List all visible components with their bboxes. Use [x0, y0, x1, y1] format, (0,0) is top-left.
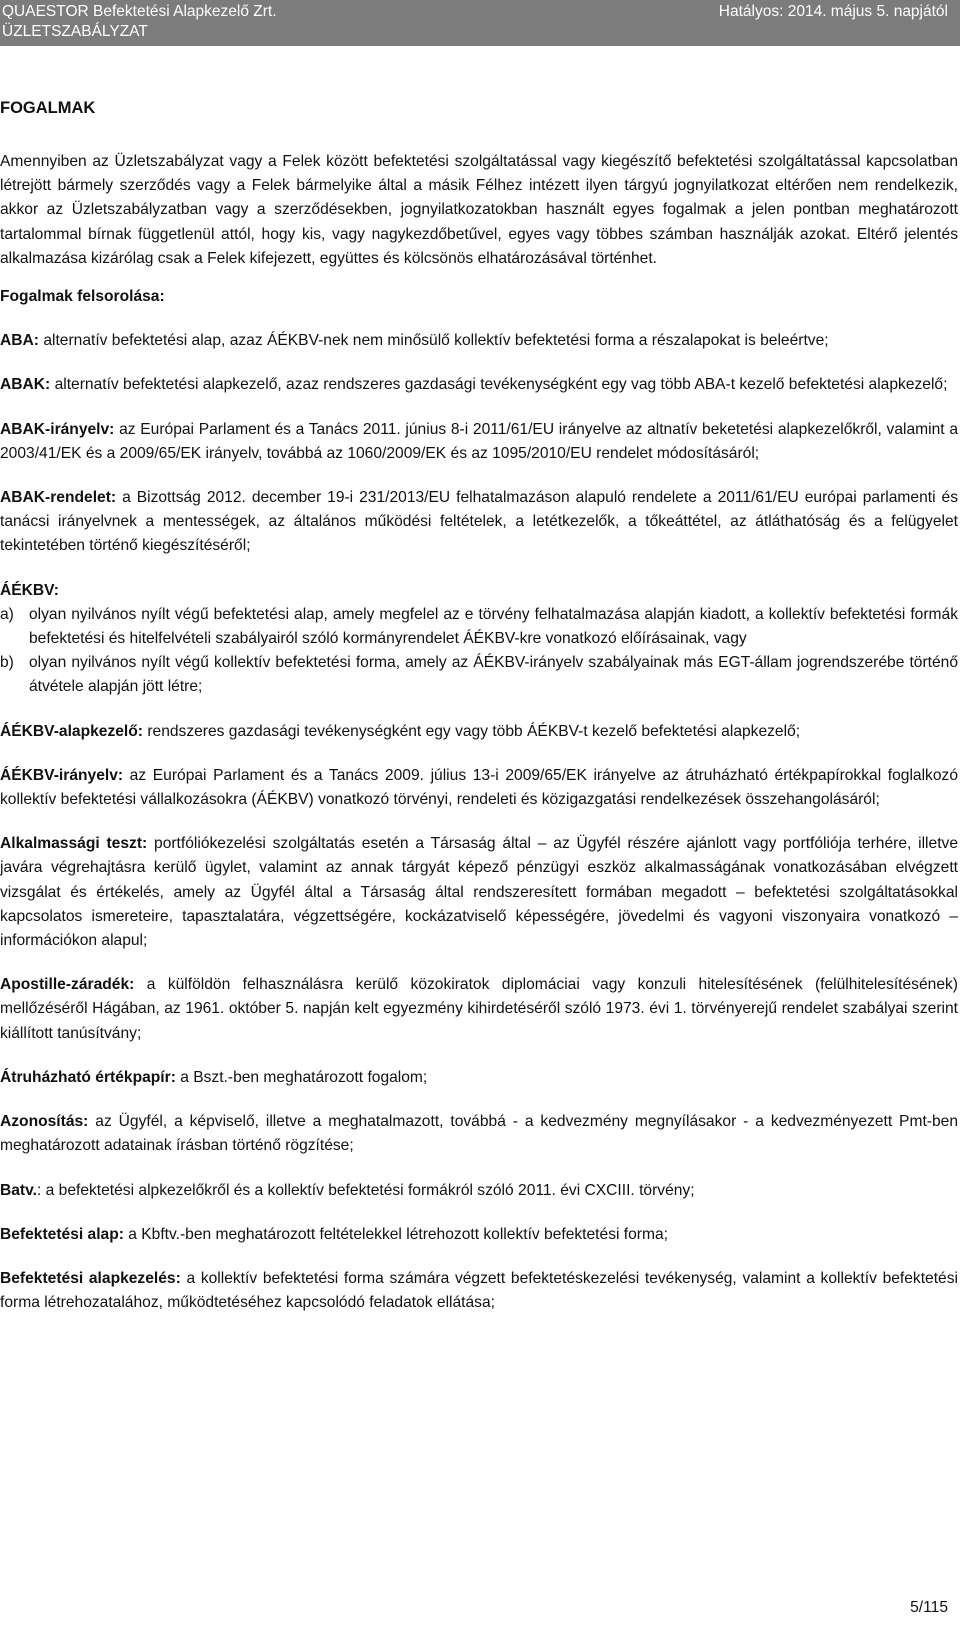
definition-apostille — [0, 973, 958, 1046]
list-item-text: olyan nyilvános nyílt végű befektetési alap, amely megfelel az e törvény felhatalmazása alapján kiadott, a kollektív befektetési formák befektetési és hitelfelvételi szabályairól szóló kormányrendelet ÁÉKBV-kre vonatkozó előírásainak, vagy — [29, 605, 958, 648]
definition-term: Alkalmassági teszt: — [0, 835, 148, 853]
definition-aekbv-alapkezelo — [0, 720, 958, 744]
definition-text: a Kbftv.-ben meghatározott feltételekkel létrehozott kollektív befektetési forma; — [123, 1225, 668, 1243]
aekbv-sub-list — [0, 603, 958, 700]
definition-befektetesi-alap — [0, 1223, 958, 1247]
definition-text: az Európai Parlament és a Tanács 2009. július 13-i 2009/65/EK irányelve az átruházható értékpapírokkal foglalkozó kollektív befektetési vállalkozásokra (ÁÉKBV) vonatkozó törvényi, rendeleti és közigazgatási rendelkezések összehangolásáról; — [0, 766, 958, 809]
definition-abak — [0, 373, 958, 397]
definition-text: rendszeres gazdasági tevékenységként egy vagy több ÁÉKBV-t kezelő befektetési alapkezelő; — [143, 722, 801, 740]
page-content — [0, 84, 958, 1315]
definition-term: ABAK-irányelv: — [0, 420, 115, 438]
definition-batv — [0, 1179, 958, 1203]
definition-aekbv-iranyelv — [0, 764, 958, 812]
definition-term: ÁÉKBV: — [0, 581, 59, 599]
page-header — [0, 0, 960, 46]
list-title: Fogalmak felsorolása: — [0, 288, 165, 306]
definition-aekbv — [0, 579, 958, 700]
list-item — [0, 651, 958, 699]
definition-alkalmassagi-teszt — [0, 832, 958, 953]
header-left — [2, 2, 277, 42]
definition-text: alternatív befektetési alap, azaz ÁÉKBV-nek nem minősülő kollektív befektetési forma a részalapokat is beleértve; — [38, 332, 829, 350]
definition-text: az Európai Parlament és a Tanács 2011. június 8-i 2011/61/EU irányelve az altnatív beketetési alapkezelőkről, valamint a 2003/41/EK és a 2009/65/EK irányelv, továbbá az 1060/2009/EK és az 1095/2010/EU rendelet módosításáról; — [0, 420, 958, 462]
definition-abak-iranyelv — [0, 418, 958, 466]
definition-text: a Bszt.-ben meghatározott fogalom; — [175, 1068, 428, 1086]
definition-text: a kollektív befektetési forma számára végzett befektetéskezelési tevékenység, valamint a kollektív befektetési forma létrehozatalához, működtetéséhez kapcsolódó feladatok ellátása; — [0, 1269, 958, 1312]
definition-azonositas — [0, 1110, 958, 1158]
definition-term: Apostille-záradék: — [0, 976, 135, 994]
definition-atruhazhato-ertekpapir — [0, 1066, 958, 1090]
definition-term: Befektetési alapkezelés: — [0, 1269, 181, 1287]
definition-term: Átruházható értékpapír: — [0, 1068, 176, 1086]
definition-text: a külföldön felhasználásra kerülő közokiratok diplomáciai vagy konzuli hitelesítésének (felülhitelesítésének) mellőzéséről Hágában, az 1961. október 5. napján kelt egyezmény kihirdetéséről szóló 1973. évi 1. törvényerejű rendelet szabályai szerint kiállított tanúsítvány; — [0, 976, 958, 1042]
definition-term: ÁÉKBV-alapkezelő: — [0, 722, 143, 740]
definition-term: ABAK: — [0, 376, 51, 394]
intro-paragraph: Amennyiben az Üzletszabályzat vagy a Felek között befektetési szolgáltatással vagy kiegészítő befektetési szolgáltatással kapcsolatban létrejött bármely szerződés vagy a Felek bármelyike által a másik Félhez intézett ilyen tárgyú jognyilatkozat eltérően nem rendelkezik, akkor az Üzletszabályzatban vagy a szerződésekben, jognyilatkozatokban használt egyes fogalmak a jelen pontban meghatározott tartalommal bírnak függetlenül attól, hogy kis, vagy nagykezdőbetűvel, egyes vagy többes számban használják azokat. Eltérő jelentés alkalmazása kizárólag csak a Felek kifejezett, együttes és kölcsönös elhatározásával történhet. — [0, 153, 958, 267]
definition-text: : a befektetési alpkezelőkről és a kollektív befektetési formákról szóló 2011. évi CXCIII. törvény; — [36, 1181, 695, 1199]
definition-text: a Bizottság 2012. december 19-i 231/2013/EU felhatalmazáson alapuló rendelete a 2011/61/EU európai parlamenti és tanácsi irányelvnek a mentességek, az általános működési feltételek, a letétkezelők, a tőkeáttétel, az átláthatóság és a felügyelet tekintetében történő kiegészítéséről; — [0, 489, 958, 555]
definition-text: az Ügyfél, a képviselő, illetve a meghatalmazott, továbbá - a kedvezmény megnyílásakor - a kedvezményezett Pmt-ben meghatározott adatainak írásban történő rögzítése; — [0, 1113, 958, 1155]
definition-befektetesi-alapkezeles — [0, 1267, 958, 1315]
definition-term: Befektetési alap: — [0, 1225, 124, 1243]
page-number: 5/115 — [910, 1599, 948, 1616]
definition-aba — [0, 329, 958, 353]
list-item-text: olyan nyilvános nyílt végű kollektív befektetési forma, amely az ÁÉKBV-irányelv szabályainak más EGT-állam jogrendszerébe történő átvétele alapján jött létre; — [29, 654, 958, 696]
definition-text: alternatív befektetési alapkezelő, azaz rendszeres gazdasági tevékenységként egy vag több ABA-t kezelő befektetési alapkezelő; — [50, 376, 948, 394]
list-marker: a) — [0, 605, 14, 623]
definition-term: Batv. — [0, 1181, 37, 1199]
definition-term: ABA: — [0, 332, 39, 350]
document-title: ÜZLETSZABÁLYZAT — [2, 23, 148, 40]
definition-abak-rendelet — [0, 486, 958, 559]
definition-text: portfóliókezelési szolgáltatás esetén a Társaság által – az Ügyfél részére ajánlott vagy portfóliója terhére, illetve javára végrehajtásra kerülő ügylet, valamint az annak tárgyát képező pénzügyi eszköz alkalmasságának vonatkozásában elvégzett vizsgálat és értékelés, amely az Ügyfél által a Társaság által rendszeresített formában megadott – befektetési szolgáltatásokkal kapcsolatos ismereteire, tapasztalatára, végzettségére, kockázatviselő képességére, jövedelmi és vagyoni viszonyaira vonatkozó – információkon alapul; — [0, 835, 958, 950]
list-marker: b) — [0, 654, 14, 672]
definition-term: Azonosítás: — [0, 1113, 89, 1131]
definition-term: ÁÉKBV-irányelv: — [0, 766, 124, 784]
effective-date: Hatályos: 2014. május 5. napjától — [718, 3, 948, 20]
definition-term: ABAK-rendelet: — [0, 489, 117, 507]
list-item — [0, 603, 958, 651]
company-name: QUAESTOR Befektetési Alapkezelő Zrt. — [2, 3, 277, 20]
section-title: FOGALMAK — [0, 99, 96, 117]
